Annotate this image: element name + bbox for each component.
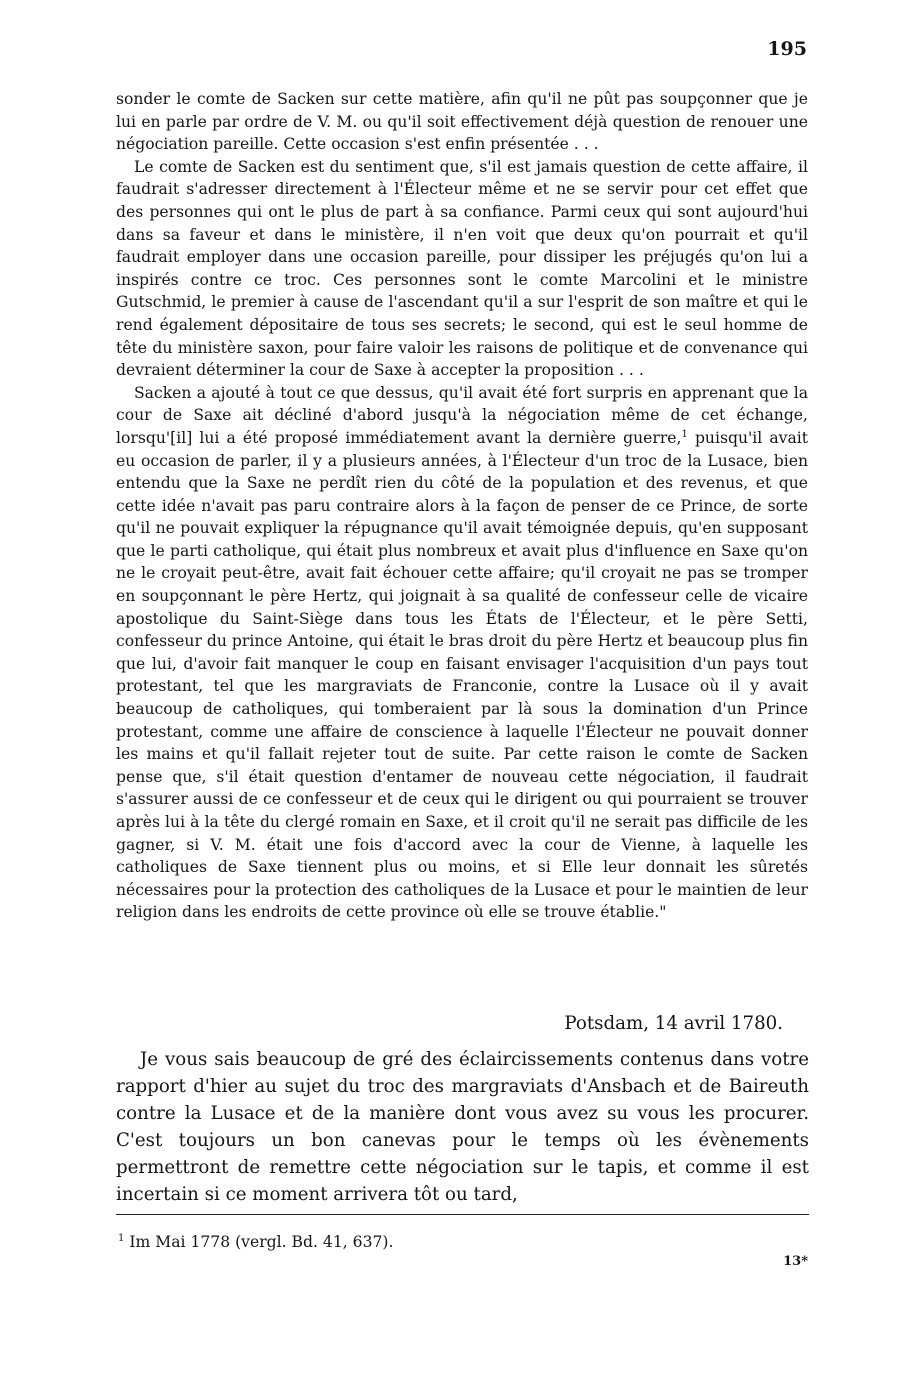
letter-body — [116, 1046, 809, 1208]
paragraph-text-part2: puisqu'il avait eu occasion de parler, il y a plusieurs années, à l'Électeur d'un troc de la Lusace, bien entendu que la Saxe ne perdît rien du côté de la population et des revenus, et que cette idée n'avait pas paru contraire alors à la façon de penser de ce Prince, de sorte qu'il ne pouvait expliquer la répugnance qu'il avait témoignée depuis, qu'en supposant que le parti catholique, qui était plus nombreux et avait plus d'influence en Saxe qu'on ne le croyait peut-être, avait fait échouer cette affaire; qu'il croyait ne pas se tromper en soupçonnant le père Hertz, qui joignait à sa qualité de confesseur celle de vicaire apostolique du Saint-Siège dans tous les États de l'Électeur, et le père Setti, confesseur du prince Antoine, qui était le bras droit du père Hertz et beaucoup plus fin que lui, d'avoir fait manquer le coup en faisant envisager l'acquisition d'un pays tout protestant, tel que les margraviats de Franconie, contre la Lusace où il y avait beaucoup de catholiques, qui tomberaient par là sous la domination d'un Prince protestant, comme une affaire de conscience à laquelle l'Électeur ne pouvait donner les mains et qu'il fallait rejeter tout de suite. Par cette raison le comte de Sacken pense que, s'il était question d'entamer de nouveau cette négociation, il faudrait s'assurer aussi de ce confesseur et de ceux qui le dirigent ou qui pourraient se trouver après lui à la tête du clergé romain en Saxe, et il croit qu'il ne serait pas difficile de les gagner, si V. M. était une fois d'accord avec la cour de Vienne, à laquelle les catholiques de Saxe tiennent plus ou moins, et si Elle leur donnait les sûretés nécessaires pour la protection des catholiques de la Lusace et pour le maintien de leur religion dans les endroits de cette province où elle se trouve établie." — [116, 428, 808, 922]
footnote-marker: 1 — [118, 1233, 125, 1244]
letter-dateline: Potsdam, 14 avril 1780. — [564, 1013, 783, 1034]
paragraph-text-part1: Sacken a ajouté à tout ce que dessus, qu'il avait été fort surpris en apprenant que la cour de Saxe ait décliné d'abord jusqu'à la négociation même de cet échange, lorsqu'[il] lui a été proposé immédiatement avant la dernière guerre, — [116, 383, 808, 447]
paragraph-sacken-surprise — [116, 382, 808, 924]
page-number: 195 — [767, 38, 807, 60]
continuation-paragraph: sonder le comte de Sacken sur cette matière, afin qu'il ne pût pas soupçonner que je lui en parle par ordre de V. M. ou qu'il soit effectivement déjà question de renouer une négociation pareille. Cette occasion s'est enfin présentée . . . — [116, 90, 808, 154]
letter-paragraph: Je vous sais beaucoup de gré des éclaircissements contenus dans votre rapport d'hier au sujet du troc des margraviats d'Ansbach et de Baireuth contre la Lusace et de la manière dont vous avez su vous les procurer. C'est toujours un bon canevas pour le temps où les évènements permettront de remettre cette négociation sur le tapis, et comme il est incertain si ce moment arrivera tôt ou tard, — [116, 1049, 809, 1205]
paragraph-marcolini-gutschmid: Le comte de Sacken est du sentiment que, s'il est jamais question de cette affaire, il faudrait s'adresser directement à l'Électeur même et ne se servir pour cet effet que des personnes qui ont le plus de part à sa confiance. Parmi ceux qui sont aujourd'hui dans sa faveur et dans le ministère, il n'en voit que deux qu'on pourrait et qu'il faudrait employer dans une occasion pareille, pour dissiper les préjugés qu'on lui a inspirés contre ce troc. Ces personnes sont le comte Marcolini et le ministre Gutschmid, le premier à cause de l'ascendant qu'il a sur l'esprit de son maître et qui le rend également dépositaire de tous ses secrets; le second, qui est le seul homme de tête du ministère saxon, pour faire valoir les raisons de politique et de convenance qui devraient déterminer la cour de Saxe à accepter la proposition . . . — [116, 157, 808, 380]
footnote-reference: 1 — [681, 428, 688, 440]
quoted-report-block — [116, 88, 808, 924]
footnote — [118, 1233, 393, 1251]
footnote-divider — [116, 1214, 809, 1215]
footnote-text: Im Mai 1778 (vergl. Bd. 41, 637). — [129, 1233, 394, 1251]
printer-signature-mark: 13* — [783, 1254, 808, 1269]
